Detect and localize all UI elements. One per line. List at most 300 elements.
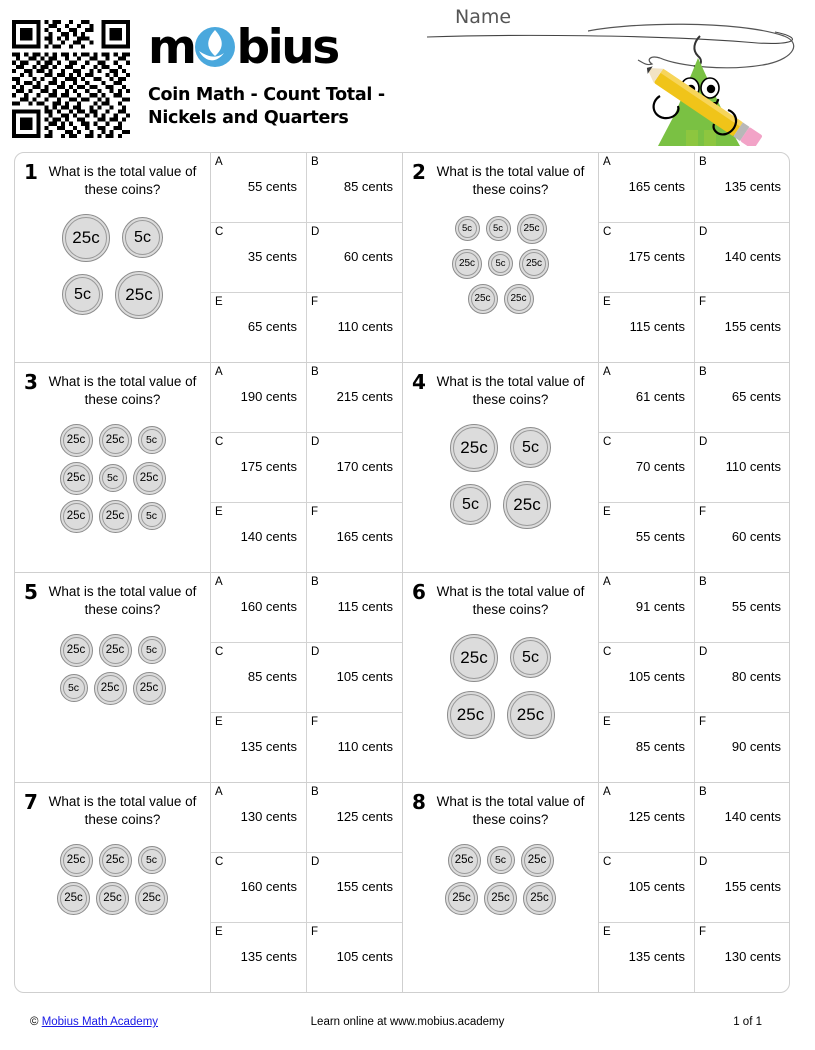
coin-row <box>62 214 163 262</box>
answer-option-D[interactable] <box>307 853 402 922</box>
answer-value: 190 cents <box>240 388 297 404</box>
coin-label: 5c <box>145 644 158 657</box>
answer-value: 175 cents <box>240 458 297 474</box>
answer-value: 91 cents <box>635 598 685 614</box>
coin-label: 25c <box>460 437 488 457</box>
question-text: What is the total value of these coins? <box>48 584 197 618</box>
coin-label: 5c <box>522 438 539 456</box>
coin-row <box>57 882 168 915</box>
answer-letter: B <box>699 156 707 168</box>
answer-letter: F <box>311 926 319 938</box>
question-row <box>15 573 789 783</box>
answer-option-C[interactable] <box>599 223 695 292</box>
quarter-coin <box>99 424 132 457</box>
question-3 <box>15 363 403 572</box>
page-indicator: 1 of 1 <box>733 1016 762 1028</box>
answer-letter: A <box>215 156 223 168</box>
answer-option-F[interactable] <box>307 713 402 782</box>
quarter-coin <box>60 500 93 533</box>
coin-label: 25c <box>142 892 161 905</box>
answer-option-A[interactable] <box>599 363 695 432</box>
answer-value: 105 cents <box>628 878 685 894</box>
answer-letter: C <box>215 436 224 448</box>
question-number: 5 <box>24 580 38 604</box>
answer-option-E[interactable] <box>211 713 307 782</box>
answer-letter: C <box>603 436 612 448</box>
coin-label: 25c <box>525 258 543 270</box>
question-2 <box>403 153 790 362</box>
quarter-coin <box>99 844 132 877</box>
question-number: 2 <box>412 160 426 184</box>
coin-label: 25c <box>66 472 86 485</box>
question-prompt <box>15 783 211 992</box>
answer-value: 55 cents <box>731 598 781 614</box>
quarter-coin <box>60 844 93 877</box>
coin-label: 25c <box>72 227 100 247</box>
answer-option-F[interactable] <box>307 293 402 362</box>
answer-option-F[interactable] <box>695 293 790 362</box>
coin-label: 25c <box>125 284 153 304</box>
coin-label: 5c <box>134 228 151 246</box>
quarter-coin <box>99 634 132 667</box>
answer-option-D[interactable] <box>695 853 790 922</box>
coin-row <box>452 249 549 279</box>
coin-label: 25c <box>105 854 125 867</box>
answer-value: 160 cents <box>240 598 297 614</box>
answer-letter: C <box>215 856 224 868</box>
worksheet-header <box>0 0 815 146</box>
answer-letter: E <box>603 506 611 518</box>
answer-letter: D <box>311 856 320 868</box>
coin-row <box>450 424 551 472</box>
answer-letter: E <box>215 926 223 938</box>
answer-letter: E <box>215 296 223 308</box>
coin-group <box>409 424 592 529</box>
answer-row <box>211 293 402 362</box>
coin-label: 5c <box>492 223 504 235</box>
nickel-coin <box>488 251 513 276</box>
answer-option-C[interactable] <box>211 223 307 292</box>
answer-letter: E <box>603 296 611 308</box>
answer-value: 160 cents <box>240 878 297 894</box>
answer-value: 170 cents <box>336 458 393 474</box>
answer-value: 155 cents <box>336 878 393 894</box>
answer-letter: D <box>311 646 320 658</box>
answer-option-A[interactable] <box>599 783 695 852</box>
answer-letter: A <box>215 576 223 588</box>
nickel-coin <box>122 217 163 258</box>
answer-value: 215 cents <box>336 388 393 404</box>
answer-value: 135 cents <box>724 178 781 194</box>
quarter-coin <box>96 882 129 915</box>
coin-label: 25c <box>510 293 527 305</box>
answer-option-C[interactable] <box>599 853 695 922</box>
answer-letter: E <box>603 926 611 938</box>
coin-row <box>60 462 166 495</box>
answer-letter: B <box>699 786 707 798</box>
answer-option-B[interactable] <box>307 363 402 432</box>
answer-letter: E <box>603 716 611 728</box>
question-5 <box>15 573 403 782</box>
coin-row <box>455 214 547 244</box>
coin-label: 5c <box>106 472 119 485</box>
question-text: What is the total value of these coins? <box>48 374 197 408</box>
coin-group <box>21 424 204 533</box>
answer-option-A[interactable] <box>211 573 307 642</box>
quarter-coin <box>115 271 163 319</box>
coin-label: 5c <box>145 510 158 523</box>
answer-options <box>599 573 790 782</box>
answer-value: 80 cents <box>731 668 781 684</box>
answer-options <box>211 153 402 362</box>
answer-letter: A <box>603 156 611 168</box>
answer-option-A[interactable] <box>599 153 695 222</box>
quarter-coin <box>62 214 110 262</box>
coin-label: 25c <box>456 704 485 724</box>
answer-row <box>211 433 402 503</box>
question-prompt <box>403 573 599 782</box>
question-prompt <box>15 153 211 362</box>
quarter-coin <box>450 634 498 682</box>
answer-letter: A <box>215 366 223 378</box>
coin-row <box>448 844 554 877</box>
copyright-symbol: © <box>30 1016 39 1028</box>
quarter-coin <box>57 882 90 915</box>
quarter-coin <box>504 284 534 314</box>
coin-label: 25c <box>139 472 159 485</box>
answer-option-E[interactable] <box>599 503 695 572</box>
answer-value: 140 cents <box>724 808 781 824</box>
answer-row <box>599 293 790 362</box>
coin-group <box>21 214 204 319</box>
answer-option-D[interactable] <box>307 433 402 502</box>
answer-option-E[interactable] <box>599 293 695 362</box>
answer-value: 175 cents <box>628 248 685 264</box>
answer-letter: D <box>699 226 708 238</box>
answer-option-C[interactable] <box>599 643 695 712</box>
nickel-coin <box>510 637 551 678</box>
answer-letter: B <box>311 156 319 168</box>
answer-letter: B <box>699 366 707 378</box>
coin-label: 5c <box>495 258 506 270</box>
quarter-coin <box>447 691 495 739</box>
answer-row <box>599 223 790 293</box>
answer-option-C[interactable] <box>211 643 307 712</box>
answer-option-F[interactable] <box>307 503 402 572</box>
footer-center-text: Learn online at www.mobius.academy <box>310 1016 505 1028</box>
answer-option-A[interactable] <box>211 783 307 852</box>
answer-option-B[interactable] <box>307 153 402 222</box>
answer-letter: C <box>215 226 224 238</box>
coin-label: 25c <box>513 494 541 514</box>
answer-row <box>211 713 402 782</box>
answer-value: 61 cents <box>635 388 685 404</box>
coin-label: 25c <box>139 682 159 695</box>
answer-value: 65 cents <box>247 318 297 334</box>
answer-row <box>211 643 402 713</box>
coin-label: 5c <box>462 495 479 513</box>
coin-group <box>21 844 204 915</box>
answer-option-D[interactable] <box>695 223 790 292</box>
answer-row <box>599 433 790 503</box>
question-prompt <box>403 363 599 572</box>
answer-option-E[interactable] <box>211 923 307 992</box>
coin-label: 5c <box>522 648 539 666</box>
nickel-coin <box>455 216 480 241</box>
answer-option-C[interactable] <box>211 853 307 922</box>
answer-value: 110 cents <box>725 458 781 474</box>
answer-row <box>599 153 790 223</box>
quarter-coin <box>445 882 478 915</box>
question-row <box>15 153 789 363</box>
answer-option-C[interactable] <box>211 433 307 502</box>
coin-group <box>409 214 592 314</box>
answer-row <box>599 573 790 643</box>
answer-letter: F <box>311 716 319 728</box>
quarter-coin <box>99 500 132 533</box>
answer-option-B[interactable] <box>695 363 790 432</box>
answer-option-D[interactable] <box>307 643 402 712</box>
answer-letter: D <box>699 436 708 448</box>
quarter-coin <box>523 882 556 915</box>
answer-value: 105 cents <box>336 668 393 684</box>
coin-label: 25c <box>66 644 86 657</box>
answer-value: 135 cents <box>628 948 685 964</box>
answer-option-B[interactable] <box>695 783 790 852</box>
question-number: 4 <box>412 370 426 394</box>
coin-label: 5c <box>494 854 507 867</box>
question-prompt <box>15 363 211 572</box>
coin-label: 25c <box>474 293 491 305</box>
question-number: 1 <box>24 160 38 184</box>
question-number: 7 <box>24 790 38 814</box>
answer-value: 140 cents <box>240 528 297 544</box>
question-8 <box>403 783 790 992</box>
quarter-coin <box>468 284 498 314</box>
answer-row <box>599 923 790 992</box>
answer-value: 155 cents <box>724 878 781 894</box>
answer-option-E[interactable] <box>599 713 695 782</box>
nickel-coin <box>450 484 491 525</box>
coin-label: 25c <box>491 892 510 905</box>
coin-label: 25c <box>523 223 540 235</box>
logo-text-before: m <box>148 19 195 75</box>
answer-option-E[interactable] <box>211 293 307 362</box>
answer-letter: D <box>699 856 708 868</box>
coin-label: 25c <box>458 258 476 270</box>
green-tree-mascot-with-pencil-icon <box>588 18 803 146</box>
answer-letter: F <box>699 506 707 518</box>
coin-group <box>409 634 592 739</box>
question-number: 8 <box>412 790 426 814</box>
answer-option-D[interactable] <box>695 433 790 502</box>
page-title: Coin Math - Count Total - Nickels and Quarters <box>148 85 385 129</box>
answer-option-A[interactable] <box>211 153 307 222</box>
answer-value: 90 cents <box>731 738 781 754</box>
answer-value: 55 cents <box>635 528 685 544</box>
answer-letter: F <box>699 296 707 308</box>
quarter-coin <box>135 882 168 915</box>
answer-value: 60 cents <box>731 528 781 544</box>
answer-letter: C <box>215 646 224 658</box>
coin-row <box>60 424 166 457</box>
mobius-droplet-o-icon <box>194 26 236 68</box>
coin-label: 25c <box>527 854 547 867</box>
coin-row <box>468 284 534 314</box>
answer-options <box>211 363 402 572</box>
coin-label: 25c <box>454 854 474 867</box>
answer-letter: C <box>603 226 612 238</box>
answer-value: 115 cents <box>337 598 393 614</box>
mobius-math-academy-link[interactable]: Mobius Math Academy <box>41 1016 159 1028</box>
answer-value: 105 cents <box>628 668 685 684</box>
coin-label: 5c <box>67 682 80 695</box>
question-row <box>15 783 789 992</box>
coin-row <box>60 500 166 533</box>
answer-options <box>211 573 402 782</box>
answer-row <box>599 713 790 782</box>
nickel-coin <box>486 216 511 241</box>
coin-row <box>60 634 166 667</box>
quarter-coin <box>60 462 93 495</box>
nickel-coin <box>138 426 166 454</box>
answer-row <box>211 923 402 992</box>
logo-text-after: bius <box>236 19 338 75</box>
answer-options <box>599 363 790 572</box>
answer-option-B[interactable] <box>307 573 402 642</box>
answer-value: 85 cents <box>343 178 393 194</box>
coin-label: 25c <box>460 647 488 667</box>
answer-letter: A <box>603 366 611 378</box>
answer-letter: F <box>699 926 707 938</box>
answer-option-A[interactable] <box>599 573 695 642</box>
answer-options <box>211 783 402 992</box>
question-6 <box>403 573 790 782</box>
answer-option-E[interactable] <box>211 503 307 572</box>
answer-option-E[interactable] <box>599 923 695 992</box>
coin-label: 25c <box>105 434 125 447</box>
answer-option-C[interactable] <box>599 433 695 502</box>
quarter-coin <box>507 691 555 739</box>
nickel-coin <box>138 846 166 874</box>
coin-label: 25c <box>105 510 125 523</box>
quarter-coin <box>484 882 517 915</box>
brand-block <box>148 19 448 131</box>
quarter-coin <box>133 672 166 705</box>
answer-value: 165 cents <box>628 178 685 194</box>
answer-letter: D <box>311 436 320 448</box>
answer-value: 110 cents <box>337 738 393 754</box>
answer-value: 140 cents <box>724 248 781 264</box>
quarter-coin <box>452 249 482 279</box>
answer-option-F[interactable] <box>695 503 790 572</box>
answer-option-D[interactable] <box>695 643 790 712</box>
coin-row <box>450 634 551 682</box>
quarter-coin <box>503 481 551 529</box>
coin-row <box>450 481 551 529</box>
quarter-coin <box>448 844 481 877</box>
answer-letter: F <box>311 506 319 518</box>
coin-label: 25c <box>66 854 86 867</box>
coin-label: 25c <box>103 892 122 905</box>
answer-value: 130 cents <box>240 808 297 824</box>
answer-row <box>211 503 402 572</box>
question-text: What is the total value of these coins? <box>436 794 585 828</box>
answer-option-F[interactable] <box>695 923 790 992</box>
answer-value: 60 cents <box>343 248 393 264</box>
coin-label: 25c <box>516 704 545 724</box>
coin-row <box>445 882 556 915</box>
answer-letter: D <box>699 646 708 658</box>
coin-label: 25c <box>66 434 86 447</box>
answer-letter: B <box>311 366 319 378</box>
answer-value: 130 cents <box>724 948 781 964</box>
answer-row <box>211 223 402 293</box>
answer-option-B[interactable] <box>695 573 790 642</box>
qr-code-icon[interactable] <box>12 20 130 138</box>
answer-value: 65 cents <box>731 388 781 404</box>
answer-letter: F <box>699 716 707 728</box>
answer-value: 135 cents <box>240 948 297 964</box>
answer-letter: B <box>311 576 319 588</box>
answer-option-D[interactable] <box>307 223 402 292</box>
mobius-logo <box>148 19 448 75</box>
answer-letter: D <box>311 226 320 238</box>
answer-row <box>599 503 790 572</box>
coin-row <box>60 844 166 877</box>
answer-option-F[interactable] <box>307 923 402 992</box>
name-label: Name <box>455 6 512 28</box>
answer-value: 125 cents <box>336 808 393 824</box>
question-text: What is the total value of these coins? <box>436 584 585 618</box>
question-7 <box>15 783 403 992</box>
coin-row <box>62 271 163 319</box>
answer-row <box>211 783 402 853</box>
nickel-coin <box>62 274 103 315</box>
quarter-coin <box>521 844 554 877</box>
answer-letter: C <box>603 646 612 658</box>
answer-row <box>599 363 790 433</box>
answer-letter: A <box>215 786 223 798</box>
answer-option-F[interactable] <box>695 713 790 782</box>
nickel-coin <box>99 464 127 492</box>
answer-option-B[interactable] <box>695 153 790 222</box>
answer-options <box>599 783 790 992</box>
quarter-coin <box>450 424 498 472</box>
coin-label: 5c <box>461 223 473 235</box>
page-footer <box>0 1016 815 1036</box>
answer-value: 155 cents <box>724 318 781 334</box>
answer-letter: E <box>215 716 223 728</box>
quarter-coin <box>94 672 127 705</box>
answer-letter: F <box>311 296 319 308</box>
quarter-coin <box>519 249 549 279</box>
answer-option-B[interactable] <box>307 783 402 852</box>
answer-row <box>211 153 402 223</box>
question-number: 3 <box>24 370 38 394</box>
question-number: 6 <box>412 580 426 604</box>
answer-row <box>211 363 402 433</box>
coin-label: 25c <box>530 892 549 905</box>
answer-letter: E <box>215 506 223 518</box>
answer-row <box>211 573 402 643</box>
coin-label: 5c <box>145 854 158 867</box>
answer-option-A[interactable] <box>211 363 307 432</box>
answer-value: 35 cents <box>247 248 297 264</box>
answer-row <box>599 643 790 713</box>
question-prompt <box>403 783 599 992</box>
answer-letter: A <box>603 576 611 588</box>
